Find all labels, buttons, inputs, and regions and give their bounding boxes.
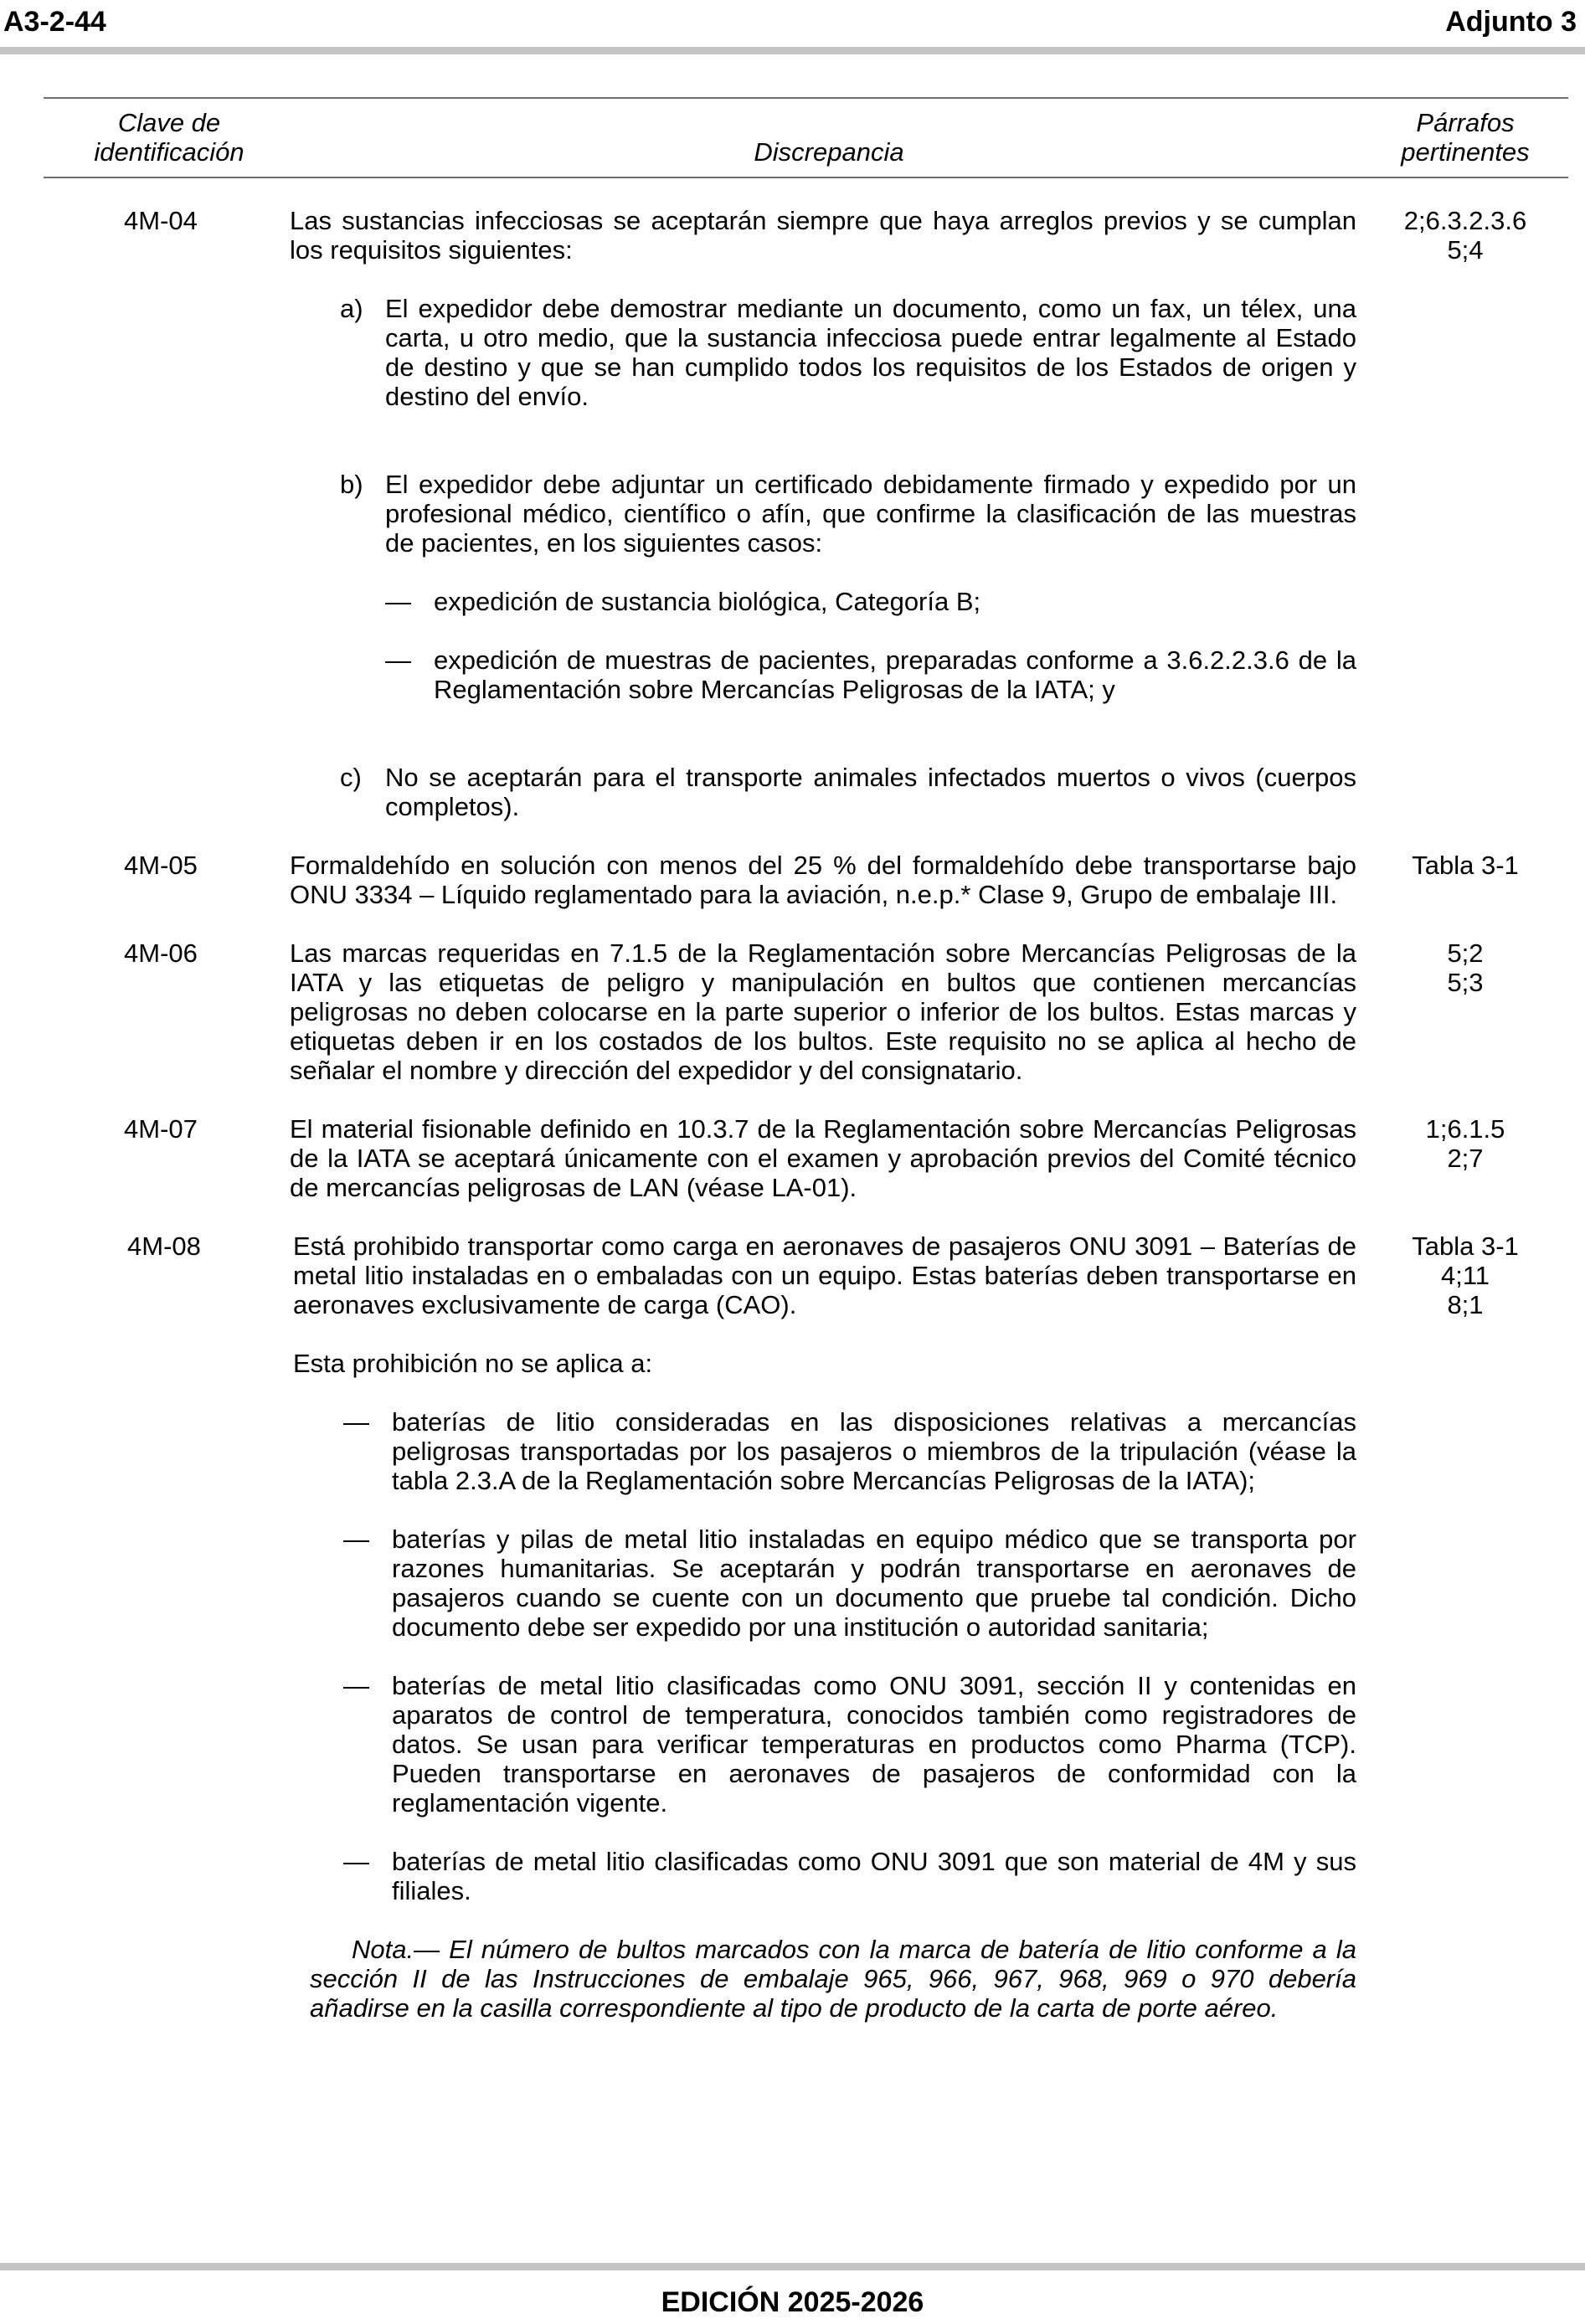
row-references bbox=[1373, 938, 1557, 997]
dash-item-text: baterías de metal litio clasificadas como ONU 3091, sección II y contenidas en aparatos de control de temperatura, conocidos también como registradores de datos. Se usan para verificar temperaturas en productos como Pharma (TCP). Pueden transportarse en aeronaves de pasajeros de conformidad con la reglamentación vigente. bbox=[392, 1671, 1356, 1818]
reference: 5;2 bbox=[1447, 938, 1484, 968]
row-discrepancy bbox=[290, 938, 1356, 1085]
dash-mark: — bbox=[343, 1671, 369, 1700]
column-header-references bbox=[1373, 108, 1557, 167]
row-discrepancy bbox=[290, 851, 1356, 909]
list-item-text: No se aceptarán para el transporte animales infectados muertos o vivos (cuerpos completos). bbox=[385, 763, 1356, 821]
note: Nota.— El número de bultos marcados con la marca de batería de litio conforme a la sección II de las Instrucciones de embalaje 965, 966, 967, 968, 969 o 970 debería añadirse en la casilla correspondiente al tipo de producto de la carta de porte aéreo. bbox=[310, 1935, 1356, 2023]
dash-item bbox=[343, 1847, 1356, 1905]
paragraph: Formaldehído en solución con menos del 25 % del formaldehído debe transportarse bajo ONU 3334 – Líquido reglamentado para la aviación, n.e.p.* Clase 9, Grupo de embalaje III. bbox=[290, 851, 1356, 909]
reference: 2;6.3.2.3.6 bbox=[1403, 206, 1527, 235]
table-header-rule bbox=[44, 177, 1568, 178]
row-references bbox=[1373, 851, 1557, 880]
dash-mark: — bbox=[385, 587, 411, 616]
reference: 4;11 bbox=[1440, 1261, 1490, 1290]
paragraph: Esta prohibición no se aplica a: bbox=[293, 1349, 653, 1378]
dash-item-text: expedición de sustancia biológica, Categoría B; bbox=[434, 587, 981, 616]
row-id: 4M-07 bbox=[124, 1114, 198, 1144]
row-references bbox=[1373, 1231, 1557, 1319]
row-discrepancy bbox=[290, 1114, 1356, 1202]
list-item-a bbox=[340, 294, 1356, 440]
reference: 5;4 bbox=[1447, 235, 1484, 265]
dash-mark: — bbox=[343, 1847, 369, 1876]
dash-item-text: baterías y pilas de metal litio instaladas en equipo médico que se transporta por razones humanitarias. Se aceptarán y podrán transportarse en aeronaves de pasajeros cuando se cuente con un documento que pruebe tal condición. Dicho documento debe ser expedido por una institución o autoridad sanitaria; bbox=[392, 1524, 1356, 1642]
column-header-id-line2: identificación bbox=[94, 137, 244, 167]
row-references bbox=[1373, 206, 1557, 265]
edition-footer: EDICIÓN 2025-2026 bbox=[661, 2286, 924, 2318]
paragraph: Las sustancias infecciosas se aceptarán siempre que haya arreglos previos y se cumplan los requisitos siguientes: bbox=[290, 206, 1356, 265]
paragraph: El material fisionable definido en 10.3.7 de la Reglamentación sobre Mercancías Peligrosas de la IATA se aceptará únicamente con el examen y aprobación previos del Comité técnico de mercancías peligrosas de LAN (véase LA-01). bbox=[290, 1114, 1356, 1202]
dash-mark: — bbox=[343, 1407, 369, 1437]
dash-mark: — bbox=[343, 1524, 369, 1554]
reference: 2;7 bbox=[1447, 1144, 1484, 1173]
paragraph: Las marcas requeridas en 7.1.5 de la Reglamentación sobre Mercancías Peligrosas de la IATA y las etiquetas de peligro y manipulación en bultos que contienen mercancías peligrosas no deben colocarse en la parte superior o inferior de los bultos. Estas marcas y etiquetas deben ir en los costados de los bultos. Este requisito no se aplica al hecho de señalar el nombre y dirección del expedidor y del consignatario. bbox=[290, 938, 1356, 1085]
column-header-references-line1: Párrafos bbox=[1416, 108, 1515, 137]
dash-mark: — bbox=[385, 645, 411, 675]
dash-item bbox=[343, 1671, 1356, 1818]
table-row-4m-04 bbox=[0, 206, 1585, 821]
table-row-4m-06 bbox=[0, 938, 1585, 1085]
row-discrepancy bbox=[290, 206, 1356, 821]
dash-item bbox=[343, 1407, 1356, 1495]
dash-item bbox=[385, 645, 1356, 704]
table-row-4m-08 bbox=[0, 1231, 1585, 2023]
reference: 8;1 bbox=[1447, 1290, 1484, 1319]
list-letter: a) bbox=[340, 294, 363, 323]
column-header-references-line2: pertinentes bbox=[1401, 137, 1530, 167]
dash-item bbox=[343, 1524, 1356, 1642]
discrepancy-table-body bbox=[0, 206, 1585, 2052]
reference: 1;6.1.5 bbox=[1425, 1114, 1505, 1144]
reference: Tabla 3-1 bbox=[1412, 1231, 1519, 1261]
list-item-b bbox=[340, 470, 1356, 733]
row-references bbox=[1373, 1114, 1557, 1173]
list-item-text: El expedidor debe demostrar mediante un documento, como un fax, un télex, una carta, u otro medio, que la sustancia infecciosa puede entrar legalmente al Estado de destino y que se han cumplido todos los requisitos de los Estados de origen y destino del envío. bbox=[385, 294, 1356, 411]
table-row-4m-05 bbox=[0, 851, 1585, 909]
table-row-4m-07 bbox=[0, 1114, 1585, 1202]
list-letter: b) bbox=[340, 470, 363, 499]
paragraph: Está prohibido transportar como carga en aeronaves de pasajeros ONU 3091 – Baterías de metal litio instaladas en o embaladas con un equipo. Estas baterías deben transportarse en aeronaves exclusivamente de carga (CAO). bbox=[293, 1231, 1356, 1319]
dash-item bbox=[385, 587, 1356, 616]
row-id: 4M-04 bbox=[124, 206, 198, 235]
page-number: A3-2-44 bbox=[3, 6, 106, 38]
column-header-id-line1: Clave de bbox=[117, 108, 221, 137]
footer-divider bbox=[0, 2263, 1585, 2270]
row-discrepancy bbox=[293, 1231, 1356, 2023]
attachment-label: Adjunto 3 bbox=[1445, 6, 1577, 38]
dash-item-text: baterías de litio consideradas en las disposiciones relativas a mercancías peligrosas transportadas por los pasajeros o miembros de la tripulación (véase la tabla 2.3.A de la Reglamentación sobre Mercancías Peligrosas de la IATA); bbox=[392, 1407, 1356, 1495]
reference: Tabla 3-1 bbox=[1412, 851, 1519, 880]
list-item-c bbox=[340, 763, 1356, 821]
column-header-id bbox=[85, 108, 253, 167]
list-letter: c) bbox=[340, 763, 362, 792]
table-top-rule bbox=[44, 97, 1568, 99]
row-id: 4M-08 bbox=[127, 1231, 201, 1261]
row-id: 4M-05 bbox=[124, 851, 198, 880]
dash-item-text: baterías de metal litio clasificadas como ONU 3091 que son material de 4M y sus filiales. bbox=[392, 1847, 1356, 1905]
reference: 5;3 bbox=[1447, 968, 1484, 997]
exceptions-list bbox=[293, 1407, 1356, 1905]
row-id: 4M-06 bbox=[124, 938, 198, 968]
list-item-text: El expedidor debe adjuntar un certificado debidamente firmado y expedido por un profesional médico, científico o afín, que confirme la clasificación de las muestras de pacientes, en los siguientes casos: bbox=[385, 470, 1356, 558]
column-header-discrepancy: Discrepancia bbox=[754, 137, 904, 167]
header-divider bbox=[0, 47, 1585, 54]
dash-item-text: expedición de muestras de pacientes, preparadas conforme a 3.6.2.2.3.6 de la Reglamentación sobre Mercancías Peligrosas de la IATA; y bbox=[434, 645, 1356, 704]
